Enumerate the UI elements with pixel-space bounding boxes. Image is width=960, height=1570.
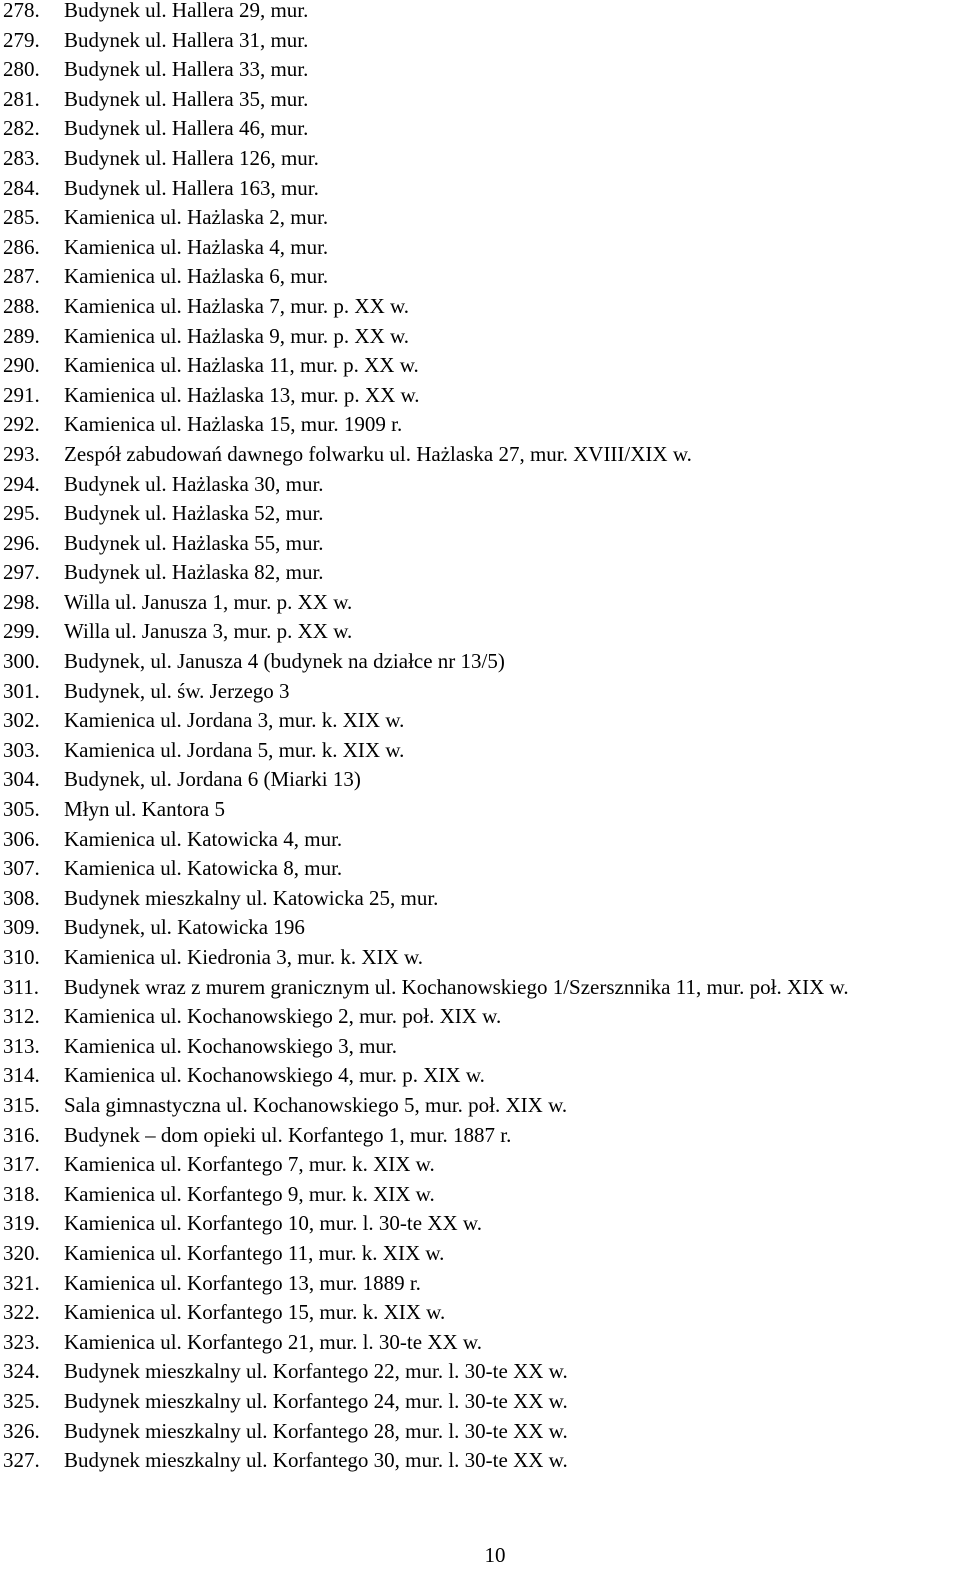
item-number: 310.	[3, 945, 40, 969]
list-item	[0, 1180, 960, 1210]
item-text: Kamienica ul. Katowicka 4, mur.	[64, 826, 343, 851]
item-number: 302.	[3, 708, 40, 733]
item-number: 284.	[3, 175, 40, 200]
list-item	[0, 470, 960, 500]
item-text: Kamienica ul. Hażlaska 15, mur. 1909 r.	[64, 412, 403, 437]
item-number: 308.	[3, 885, 40, 910]
item-text: Budynek ul. Hażlaska 82, mur.	[64, 560, 324, 585]
item-number: 324.	[3, 1359, 40, 1384]
item-text: Budynek ul. Hallera 35, mur.	[64, 86, 309, 111]
item-number: 326.	[3, 1418, 40, 1443]
item-text: Budynek ul. Hallera 163, mur.	[64, 175, 319, 200]
list-item	[0, 233, 960, 263]
item-text: Młyn ul. Kantora 5	[64, 797, 225, 822]
item-text: Budynek ul. Hallera 126, mur.	[64, 145, 319, 170]
item-number: 325.	[3, 1388, 40, 1413]
item-number: 327.	[3, 1448, 40, 1473]
list-item	[0, 943, 960, 973]
list-item	[0, 647, 960, 677]
list-item	[0, 1239, 960, 1269]
item-text: Budynek wraz z murem granicznym ul. Kochanowskiego 1/Szersznnika 11, mur. poł. XIX w.	[64, 974, 849, 999]
item-number: 300.	[3, 649, 40, 674]
list-item	[0, 765, 960, 795]
list-item	[0, 144, 960, 174]
list-item	[0, 529, 960, 559]
list-item	[0, 706, 960, 736]
list-item	[0, 795, 960, 825]
item-number: 314.	[3, 1063, 40, 1088]
item-number: 283.	[3, 145, 40, 170]
item-text: Budynek, ul. św. Jerzego 3	[64, 678, 290, 703]
list-item	[0, 736, 960, 766]
item-number: 291.	[3, 382, 40, 407]
list-item	[0, 1387, 960, 1417]
item-number: 289.	[3, 323, 40, 348]
item-text: Budynek ul. Hallera 33, mur.	[64, 57, 309, 82]
item-number: 311.	[3, 974, 39, 999]
list-item	[0, 351, 960, 381]
item-number: 290.	[3, 353, 40, 378]
list-item	[0, 55, 960, 85]
item-text: Kamienica ul. Korfantego 15, mur. k. XIX w.	[64, 1300, 446, 1325]
item-text: Kamienica ul. Hażlaska 13, mur. p. XX w.	[64, 382, 420, 407]
list-item	[0, 203, 960, 233]
list-item	[0, 913, 960, 943]
list-item	[0, 292, 960, 322]
item-text: Sala gimnastyczna ul. Kochanowskiego 5, mur. poł. XIX w.	[64, 1092, 568, 1117]
item-text: Kamienica ul. Kochanowskiego 3, mur.	[64, 1033, 398, 1058]
item-number: 299.	[3, 619, 40, 644]
list-item	[0, 381, 960, 411]
item-text: Budynek – dom opieki ul. Korfantego 1, mur. 1887 r.	[64, 1122, 512, 1147]
list-item	[0, 617, 960, 647]
list-item	[0, 1209, 960, 1239]
list-item	[0, 1150, 960, 1180]
item-text: Budynek, ul. Janusza 4 (budynek na działce nr 13/5)	[64, 649, 505, 674]
item-text: Kamienica ul. Jordana 3, mur. k. XIX w.	[64, 708, 405, 733]
list-item	[0, 499, 960, 529]
item-text: Budynek mieszkalny ul. Korfantego 30, mur. l. 30-te XX w.	[64, 1448, 568, 1473]
list-item	[0, 973, 960, 1003]
item-text: Kamienica ul. Hażlaska 4, mur.	[64, 234, 329, 259]
item-number: 278.	[3, 0, 40, 22]
list-item	[0, 1298, 960, 1328]
list-item	[0, 1446, 960, 1476]
item-number: 313.	[3, 1033, 40, 1058]
item-number: 320.	[3, 1240, 40, 1265]
list-item	[0, 26, 960, 56]
item-text: Zespół zabudowań dawnego folwarku ul. Hażlaska 27, mur. XVIII/XIX w.	[64, 441, 692, 466]
item-text: Budynek, ul. Katowicka 196	[64, 915, 305, 940]
list-item	[0, 588, 960, 618]
list-item	[0, 1002, 960, 1032]
item-text: Kamienica ul. Hażlaska 9, mur. p. XX w.	[64, 323, 410, 348]
list-item	[0, 1417, 960, 1447]
item-number: 301.	[3, 678, 40, 703]
list-item	[0, 1032, 960, 1062]
item-number: 298.	[3, 589, 40, 614]
item-text: Kamienica ul. Korfantego 13, mur. 1889 r.	[64, 1270, 421, 1295]
list-item	[0, 854, 960, 884]
item-number: 305.	[3, 797, 40, 822]
list-item	[0, 262, 960, 292]
item-text: Kamienica ul. Katowicka 8, mur.	[64, 856, 343, 881]
item-text: Budynek mieszkalny ul. Katowicka 25, mur.	[64, 885, 439, 910]
item-number: 288.	[3, 293, 40, 318]
item-number: 295.	[3, 501, 40, 526]
item-text: Budynek ul. Hażlaska 52, mur.	[64, 501, 324, 526]
item-number: 309.	[3, 915, 40, 940]
list-item	[0, 1091, 960, 1121]
item-text: Budynek ul. Hażlaska 55, mur.	[64, 530, 324, 555]
item-number: 296.	[3, 530, 40, 555]
item-text: Budynek ul. Hażlaska 30, mur.	[64, 471, 324, 496]
item-number: 306.	[3, 826, 40, 851]
item-number: 281.	[3, 86, 40, 111]
item-number: 307.	[3, 856, 40, 881]
item-number: 319.	[3, 1211, 40, 1236]
item-number: 282.	[3, 116, 40, 141]
item-text: Kamienica ul. Hażlaska 6, mur.	[64, 264, 329, 289]
item-text: Budynek ul. Hallera 46, mur.	[64, 116, 309, 141]
item-text: Willa ul. Janusza 1, mur. p. XX w.	[64, 589, 353, 614]
item-number: 285.	[3, 205, 40, 230]
item-number: 293.	[3, 441, 40, 466]
item-number: 280.	[3, 57, 40, 82]
item-number: 312.	[3, 1004, 40, 1029]
list-item	[0, 0, 960, 26]
list-item	[0, 322, 960, 352]
item-text: Kamienica ul. Hażlaska 7, mur. p. XX w.	[64, 293, 410, 318]
item-number: 292.	[3, 412, 40, 437]
list-item	[0, 85, 960, 115]
item-number: 294.	[3, 471, 40, 496]
list-item	[0, 677, 960, 707]
item-text: Budynek mieszkalny ul. Korfantego 28, mur. l. 30-te XX w.	[64, 1418, 568, 1443]
item-number: 287.	[3, 264, 40, 289]
item-number: 303.	[3, 737, 40, 762]
item-text: Budynek ul. Hallera 31, mur.	[64, 27, 309, 52]
item-number: 322.	[3, 1300, 40, 1325]
item-text: Kamienica ul. Hażlaska 11, mur. p. XX w.	[64, 353, 419, 378]
list-item	[0, 1328, 960, 1358]
item-number: 316.	[3, 1122, 40, 1147]
item-text: Kamienica ul. Korfantego 11, mur. k. XIX w.	[64, 1240, 445, 1265]
item-text: Kamienica ul. Hażlaska 2, mur.	[64, 205, 329, 230]
item-number: 279.	[3, 27, 40, 52]
item-text: Kamienica ul. Kiedronia 3, mur. k. XIX w.	[64, 945, 424, 969]
item-text: Kamienica ul. Korfantego 7, mur. k. XIX w.	[64, 1152, 435, 1177]
list-item	[0, 114, 960, 144]
list-item	[0, 1269, 960, 1299]
list-item	[0, 1357, 960, 1387]
list-item	[0, 1121, 960, 1151]
item-number: 315.	[3, 1092, 40, 1117]
item-text: Kamienica ul. Jordana 5, mur. k. XIX w.	[64, 737, 405, 762]
item-text: Kamienica ul. Korfantego 10, mur. l. 30-te XX w.	[64, 1211, 482, 1236]
item-number: 318.	[3, 1181, 40, 1206]
list-item	[0, 174, 960, 204]
item-text: Kamienica ul. Korfantego 9, mur. k. XIX w.	[64, 1181, 435, 1206]
item-number: 304.	[3, 767, 40, 792]
item-text: Kamienica ul. Kochanowskiego 4, mur. p. XIX w.	[64, 1063, 485, 1088]
item-text: Budynek, ul. Jordana 6 (Miarki 13)	[64, 767, 361, 792]
list-item	[0, 825, 960, 855]
list-item	[0, 410, 960, 440]
item-text: Kamienica ul. Korfantego 21, mur. l. 30-te XX w.	[64, 1329, 482, 1354]
item-number: 297.	[3, 560, 40, 585]
item-text: Willa ul. Janusza 3, mur. p. XX w.	[64, 619, 353, 644]
item-number: 321.	[3, 1270, 40, 1295]
list-item	[0, 558, 960, 588]
item-text: Budynek mieszkalny ul. Korfantego 24, mur. l. 30-te XX w.	[64, 1388, 568, 1413]
item-number: 323.	[3, 1329, 40, 1354]
page-number: 10	[484, 1543, 506, 1567]
list-item	[0, 884, 960, 914]
item-number: 286.	[3, 234, 40, 259]
item-number: 317.	[3, 1152, 40, 1177]
item-text: Budynek ul. Hallera 29, mur.	[64, 0, 309, 22]
item-text: Budynek mieszkalny ul. Korfantego 22, mur. l. 30-te XX w.	[64, 1359, 568, 1384]
list-item	[0, 440, 960, 470]
item-text: Kamienica ul. Kochanowskiego 2, mur. poł. XIX w.	[64, 1004, 502, 1029]
list-item	[0, 1061, 960, 1091]
